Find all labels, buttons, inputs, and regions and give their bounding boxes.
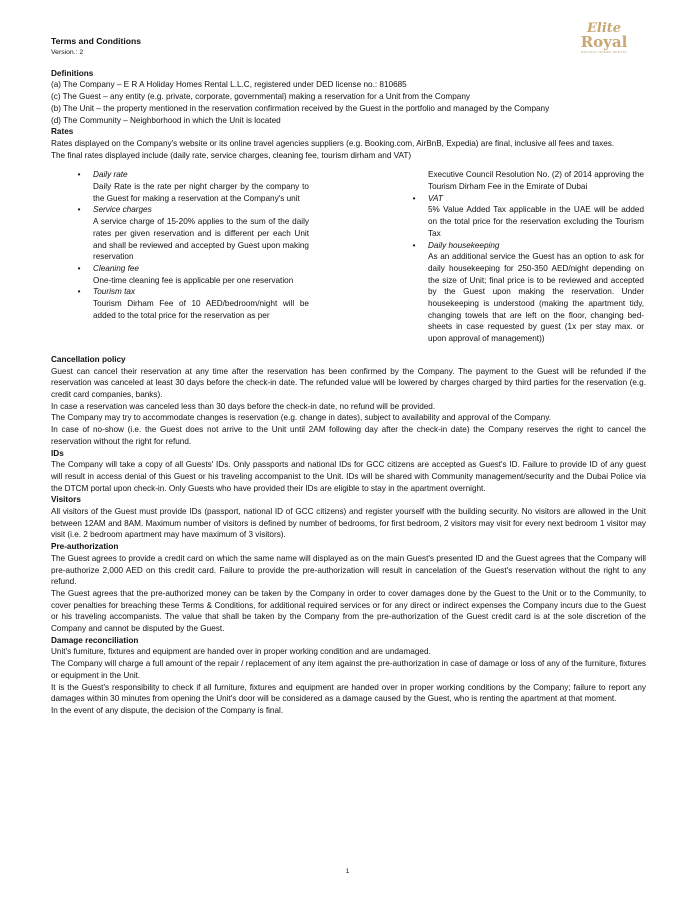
rate-item-name: Daily rate: [93, 170, 128, 180]
rates-paragraph: Rates displayed on the Company's website or its online travel agencies suppliers (e.g. Booking.com, AirBnB, Expedia) are final, inclusive all fees and taxes.: [51, 138, 615, 148]
rate-item-name: Daily housekeeping: [428, 240, 500, 250]
bullet-icon: •: [412, 240, 416, 250]
damage-paragraph: The Company will charge a full amount of the repair / replacement of any item against the pre-authorization in case of damage or loss of any of the furniture, fixtures or equipment in the Unit.: [51, 659, 646, 680]
cancellation-paragraph: In case a reservation was canceled less than 30 days before the check-in date, no refund will be provided.: [51, 401, 436, 411]
rates-left-column: [73, 169, 309, 345]
damage-paragraph: Unit's furniture, fixtures and equipment are handed over in proper working condition and are undamaged.: [51, 647, 431, 657]
rate-item-cleaning-fee: [73, 263, 309, 286]
rate-item-text: Executive Council Resolution No. (2) of 2014 approving the Tourism Dirham Fee in the Emirate of Dubai: [428, 170, 644, 192]
rate-item-text: 5% Value Added Tax applicable in the UAE will be added on the total price for the reservation excluding the Tourism Tax: [428, 205, 644, 238]
cancellation-paragraph: The Company may try to accommodate changes is reservation (e.g. change in dates), subject to availability and approval of the Company.: [51, 413, 552, 423]
rate-item-text: Daily Rate is the rate per night charger by the company to the Guest for making a reservation at the Company's unit: [93, 182, 309, 203]
rate-item-continuation: [408, 169, 644, 192]
rate-item-vat: [408, 193, 644, 240]
rate-item-service-charges: [73, 204, 309, 263]
definitions-heading: Definitions: [51, 68, 94, 78]
rate-item-name: Cleaning fee: [93, 263, 139, 273]
rate-item-text: Tourism Dirham Fee of 10 AED/bedroom/night will be added to the total price for the reservation as per: [93, 299, 309, 320]
bullet-icon: •: [412, 193, 416, 203]
preauth-paragraph: The Guest agrees to provide a credit card on which the same name will displayed as on the main Guest's presented ID and the Guest agrees that the Company will pre-authorize 2,000 AED on this credit card. Failure to provide the pre-authorization will result in cancelation of the Guest's reservation without the right to any refund.: [51, 553, 646, 587]
rate-item-name: Tourism tax: [93, 287, 136, 297]
rates-columns: [51, 169, 646, 345]
bullet-icon: •: [77, 263, 81, 273]
cancellation-paragraph: Guest can cancel their reservation at any time after the reservation has been confirmed by the Company. The payment to the Guest will be refunded if the reservation was canceled at least 30 days before the check-in date. The refunded value will be lowered by charges charged by third parties for the reservation (e.g. credit card companies, banks).: [51, 366, 646, 399]
definition-line: (c) The Guest – any entity (e.g. private, corporate, governmental) making a reservation for a Unit from the Company: [51, 92, 470, 102]
definition-line: (a) The Company – E R A Holiday Homes Rental L.L.C, registered under DED license no.: 810685: [51, 80, 407, 90]
visitors-paragraph: All visitors of the Guest must provide IDs (passport, national ID of GCC citizens) and register yourself with the building security. No visitors are allowed in the Unit between 12AM and 8AM. Maximum number of visitors is defined by number of bedrooms, for first bedroom, 2 visitors may visit for every next bedroom 1 visitor may visit (i.e. 2 bedroom apartment may have maximum of 3 visitors).: [51, 507, 646, 540]
damage-paragraph: In the event of any dispute, the decision of the Company is final.: [51, 705, 284, 715]
rate-item-name: Service charges: [93, 205, 152, 215]
cancellation-paragraph: In case of no-show (i.e. the Guest does not arrive to the Unit until 2AM following day after the check-in date) the Company reserves the right to cancel the reservation without the right for refund.: [51, 425, 646, 446]
document-title: Terms and Conditions: [51, 36, 142, 46]
logo-line-1: Elite: [586, 21, 622, 36]
definition-line: (d) The Community – Neighborhood in which the Unit is located: [51, 115, 281, 125]
bullet-icon: •: [77, 170, 81, 180]
preauth-heading: Pre-authorization: [51, 542, 119, 552]
rate-item-daily-rate: [73, 169, 309, 204]
bullet-icon: •: [77, 205, 81, 215]
rate-item-text: As an additional service the Guest has an option to ask for daily housekeeping for 250-350 AED/night depending on the size of Unit; final price is to be reviewed and accepted by the Guest upon making the reservation. Under housekeeping is understood (making the apartment tidy, changing towels that are left on the floor, changing bed-sheets in case requested by guest (1x per stay max. or upon approval of management)): [428, 252, 644, 344]
rate-item-text: A service charge of 15-20% applies to the sum of the daily rates per given reservation and is different per each Unit and shall be reviewed and accepted by Guest upon making reservation: [93, 217, 309, 262]
visitors-heading: Visitors: [51, 495, 81, 505]
preauth-paragraph: The Guest agrees that the pre-authorized money can be taken by the Company in order to cover damages done by the Guest to the Unit or to the Community, to cover penalties for breaching these Terms & Conditions, for additional required services or for any direct or indirect expenses the Company incurs due to the Guest or his traveling accompanists. The value that shall be taken by the Company from the pre-authorization of the Guest credit card is at the sole discretion of the Company and cannot be disputed by the Guest.: [51, 588, 646, 634]
rates-heading: Rates: [51, 127, 74, 137]
rate-item-daily-housekeeping: [408, 240, 644, 345]
rates-paragraph: The final rates displayed include (daily rate, service charges, cleaning fee, tourism dirham and VAT): [51, 150, 412, 160]
page-number: 1: [345, 868, 350, 875]
damage-heading: Damage reconciliation: [51, 635, 139, 645]
logo-line-3: HOLIDAY HOMES RENTAL: [580, 50, 628, 54]
document-content: [51, 33, 646, 717]
rate-item-text: One-time cleaning fee is applicable per one reservation: [93, 275, 294, 285]
rate-item-tourism-tax: [73, 286, 309, 321]
rate-item-name: VAT: [428, 193, 443, 203]
document-version: Version.: 2: [51, 48, 84, 56]
cancellation-heading: Cancellation policy: [51, 354, 126, 364]
ids-paragraph: The Company will take a copy of all Guests' IDs. Only passports and national IDs for GCC citizens are accepted as Guest's ID. Failure to provide ID of any guest will result in access denial of this Guest or his traveling accompanist to the Unit. IDs will be shared with Community management/security and the Dubai Police via the DTCM portal upon check-in. Only Guests who have provided their IDs are eligible to stay in the apartment overnight.: [51, 460, 646, 493]
rates-right-column: [408, 169, 644, 345]
damage-paragraph: It is the Guest's responsibility to check if all furniture, fixtures and equipment are handed over in proper working conditions by the Company; failure to report any damages within 30 minutes from opening the Unit's door will be considered as a damage caused by the Guest, who is renting the apartment at that moment.: [51, 682, 646, 704]
ids-heading: IDs: [51, 448, 64, 458]
logo-line-2: Royal: [580, 33, 628, 51]
definition-line: (b) The Unit – the property mentioned in the reservation confirmation received by the Guest in the portfolio and managed by the Company: [51, 103, 550, 113]
bullet-icon: •: [77, 287, 81, 297]
